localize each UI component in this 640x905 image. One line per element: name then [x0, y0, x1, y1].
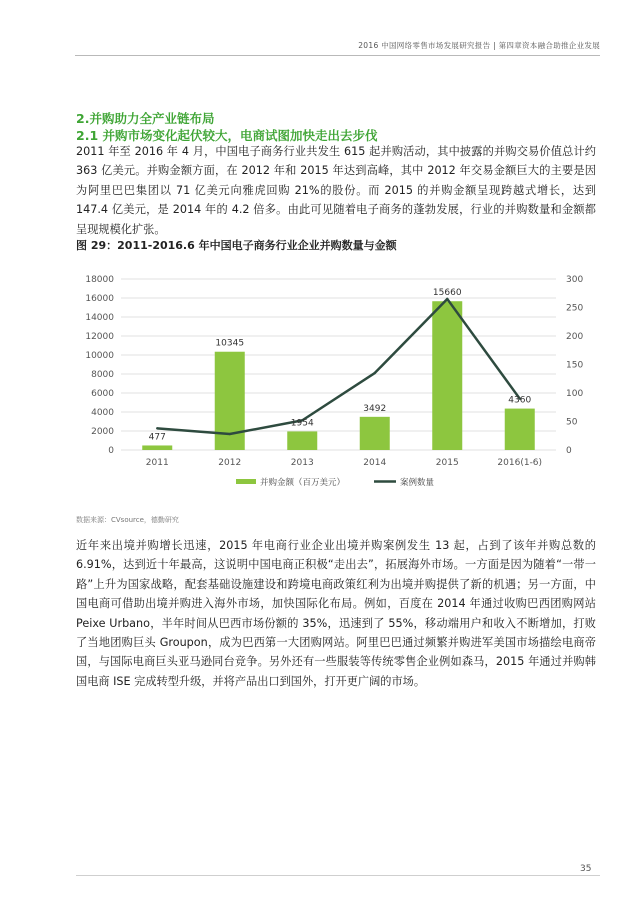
bar — [142, 445, 172, 450]
y-right-tick-label: 100 — [566, 389, 584, 399]
series-line — [157, 299, 520, 434]
x-tick-label: 2012 — [218, 458, 242, 468]
legend-line-label: 案例数量 — [400, 478, 435, 488]
y-right-tick-label: 50 — [566, 417, 578, 428]
y-left-tick-label: 8000 — [91, 370, 114, 380]
line-point — [156, 427, 158, 429]
section-subtitle: 2.1 并购市场变化起伏较大，电商试图加快走出去步伐 — [76, 128, 378, 143]
bar-data-label: 3492 — [363, 403, 387, 414]
y-left-tick-label: 10000 — [85, 351, 114, 361]
y-right-tick-label: 200 — [566, 332, 584, 342]
y-right-tick-label: 250 — [566, 303, 584, 314]
y-left-tick-label: 18000 — [85, 275, 114, 285]
y-right-tick-label: 300 — [566, 275, 584, 285]
bar-data-label: 1954 — [290, 418, 314, 429]
data-source: 数据来源：CVsource，德勤研究 — [76, 516, 179, 524]
paragraph-intro: 2011 年至 2016 年 4 月，中国电子商务行业共发生 615 起并购活动，其中披露的并购交易价值总计约 363 亿美元。并购金额方面，在 2012 年和 2015 年达到高峰，其中 2012 年交易金额巨大的主要是因为阿里巴巴集团以 71 亿美元向雅虎回购 21%的股份。而 2015 的并购金额呈现跨越式增长，达到 147.4 亿美元，是 2014 年的 4.2 倍多。由此可见随着电子商务的蓬勃发展，行业的并购数量和金额都呈现规模化扩张。 — [76, 145, 596, 236]
y-left-tick-label: 14000 — [85, 313, 114, 323]
bar-data-label: 10345 — [215, 338, 245, 349]
footer-divider — [76, 875, 600, 876]
y-right-tick-label: 150 — [566, 360, 584, 371]
bar — [432, 301, 462, 450]
x-tick-label: 2011 — [145, 458, 169, 468]
line-point — [229, 433, 231, 435]
y-right-tick-label: 0 — [566, 446, 572, 456]
section-title: 2.并购助力全产业链布局 — [76, 111, 215, 126]
paragraph-outbound: 近年来出境并购增长迅速，2015 年电商行业企业出境并购案例发生 13 起，占到了该年并购总数的 6.91%，达到近十年最高，这说明中国电商正积极“走出去”，拓展海外市场。一方面是因为随着“一带一路”上升为国家战略，配套基础设施建设和跨境电商政策红利为出境并购提供了新的机遇；另一方面，中国电商可借助出境并购进入海外市场，加快国际化布局。例如，百度在 2014 年通过收购巴西团购网站 Peixe Urbano，半年时间从巴西市场份额的 35%，迅速到了 55%，移动端用户和收入不断增加，打败了当地团购巨头 Groupon，成为巴西第一大团购网站。阿里巴巴通过频繁并购进军美国市场描绘电商帝国，与国际电商巨头亚马逊同台竞争。另外还有一些服装等传统零售企业例如森马，2015 年通过并购韩国电商 ISE 完成转型升级，并将产品出口到国外，打开更广阔的市场。 — [76, 539, 596, 688]
x-tick-label: 2013 — [290, 458, 314, 468]
x-tick-label: 2014 — [363, 458, 387, 468]
bar — [360, 417, 390, 450]
x-tick-label: 2016(1-6) — [497, 458, 543, 468]
running-header: 2016 中国网络零售市场发展研究报告 | 第四章资本融合助推企业发展 — [358, 41, 600, 50]
y-left-tick-label: 0 — [108, 446, 114, 456]
ma-chart — [76, 262, 596, 502]
header-divider — [75, 55, 600, 56]
bar-data-label: 477 — [148, 432, 166, 443]
y-left-tick-label: 16000 — [85, 294, 114, 304]
bar — [287, 431, 317, 450]
bar — [505, 409, 535, 450]
page-number: 35 — [580, 864, 592, 874]
line-point — [374, 372, 376, 374]
legend-bar-swatch — [236, 479, 256, 484]
y-left-tick-label: 12000 — [85, 332, 114, 342]
y-left-tick-label: 4000 — [91, 408, 114, 418]
y-left-tick-label: 2000 — [91, 427, 114, 437]
figure-title: 图 29：2011-2016.6 年中国电子商务行业企业并购数量与金额 — [76, 239, 397, 252]
bar-data-label: 4360 — [508, 395, 532, 406]
bar-data-label: 15660 — [432, 288, 462, 299]
y-left-tick-label: 6000 — [91, 389, 114, 399]
x-tick-label: 2015 — [435, 458, 459, 468]
legend-bar-label: 并购金额（百万美元） — [260, 478, 346, 488]
